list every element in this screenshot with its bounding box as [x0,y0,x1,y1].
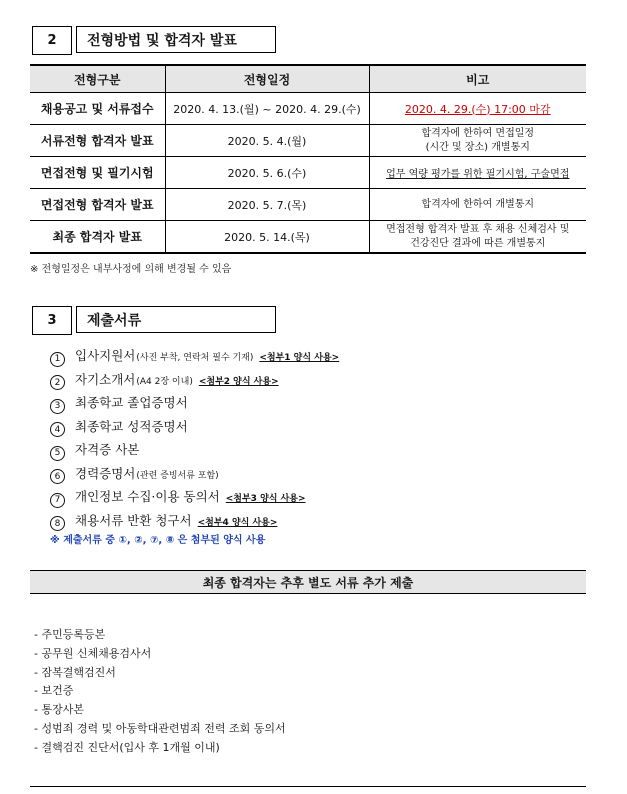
item-number: 8 [50,516,65,531]
table-row [30,157,586,189]
list-item [50,464,339,488]
doc-name: 경력증명서 [75,465,136,481]
note-cell [369,125,586,157]
date-cell: 2020. 5. 7.(목) [165,189,369,221]
note-line: 합격자에 한하여 면접일정 [421,128,535,139]
note-line: (시간 및 장소) 개별통지 [425,141,530,153]
stage-cell: 서류전형 합격자 발표 [30,125,165,157]
date-cell: 2020. 5. 6.(수) [165,157,369,189]
list-item [50,393,339,417]
list-item: - 보건증 [34,684,74,698]
date-cell: 2020. 4. 13.(월) ~ 2020. 4. 29.(수) [165,93,369,125]
section-title: 전형방법 및 합격자 발표 [76,26,276,53]
note-line: 건강진단 결과에 따른 개별통지 [410,237,546,249]
table-header-row [30,65,586,93]
item-number: 6 [50,469,65,484]
list-item [50,370,339,394]
doc-detail: (사진 부착, 연락처 필수 기재) [136,353,254,363]
doc-detail: (관련 증빙서류 포함) [136,470,219,481]
attach-note: <첨부3 양식 사용> [225,494,306,504]
doc-name: 채용서류 반환 청구서 [75,512,192,528]
note-cell [369,157,586,189]
date-cell: 2020. 5. 14.(목) [165,221,369,254]
section-number: 2 [32,26,72,55]
doc-name: 최종학교 성적증명서 [75,418,188,434]
list-item: - 잠복결핵검진서 [34,665,116,679]
note-cell [369,93,586,125]
schedule-footnote: ※ 전형일정은 내부사정에 의해 변경될 수 있음 [30,264,232,275]
stage-cell: 면접전형 및 필기시험 [30,157,165,189]
note-cell: 합격자에 한하여 개별통지 [369,189,586,221]
attach-note: <첨부2 양식 사용> [198,376,279,387]
section-3-header [32,306,276,335]
doc-name: 입사지원서 [75,348,136,363]
list-item: - 결핵검진 진단서(입사 후 1개월 이내) [34,740,220,754]
item-number: 1 [50,352,65,367]
doc-name: 개인정보 수집·이용 동의서 [75,489,220,504]
documents-note: ※ 제출서류 중 ①, ②, ⑦, ⑧ 은 첨부된 양식 사용 [50,535,266,546]
doc-detail: (A4 2장 이내) [136,376,193,387]
doc-name: 자기소개서 [75,371,136,387]
attach-note: <첨부1 양식 사용> [259,353,340,363]
schedule-table [30,64,586,254]
doc-name: 자격증 사본 [75,442,140,457]
extra-documents-list [34,626,286,758]
table-row [30,221,586,254]
note-cell [369,221,586,254]
item-number: 3 [50,399,65,414]
list-item: - 주민등록등본 [34,628,106,641]
list-item [50,417,339,441]
note-line: 업무 역량 평가를 위한 필기시험, 구술면접 [386,169,570,180]
item-number: 7 [50,493,65,508]
list-item [50,440,339,464]
doc-name: 최종학교 졸업증명서 [75,395,188,410]
stage-cell: 최종 합격자 발표 [30,221,165,254]
column-header: 전형일정 [165,65,369,93]
column-header: 전형구분 [30,65,165,93]
table-row [30,189,586,221]
stage-cell: 채용공고 및 서류접수 [30,93,165,125]
item-number: 4 [50,422,65,437]
bottom-divider [30,786,586,787]
list-item: - 공무원 신체채용검사서 [34,646,152,660]
table-row [30,93,586,125]
section-2-header [32,26,276,55]
stage-cell: 면접전형 합격자 발표 [30,189,165,221]
list-item: - 성범죄 경력 및 아동학대관련범죄 전력 조회 동의서 [34,721,286,735]
list-item: - 통장사본 [34,703,84,717]
section-title: 제출서류 [76,306,276,333]
deadline-note: 2020. 4. 29.(수) 17:00 마감 [404,102,551,116]
column-header: 비고 [369,65,586,93]
final-docs-banner: 최종 합격자는 추후 별도 서류 추가 제출 [30,570,586,594]
date-cell: 2020. 5. 4.(월) [165,125,369,157]
item-number: 5 [50,446,65,461]
list-item [50,346,339,370]
attach-note: <첨부4 양식 사용> [197,517,278,528]
section-number: 3 [32,306,72,335]
table-row [30,125,586,157]
list-item [50,487,339,511]
note-line: 면접전형 합격자 발표 후 채용 신체검사 및 [386,224,570,235]
item-number: 2 [50,375,65,390]
documents-list [50,346,339,534]
